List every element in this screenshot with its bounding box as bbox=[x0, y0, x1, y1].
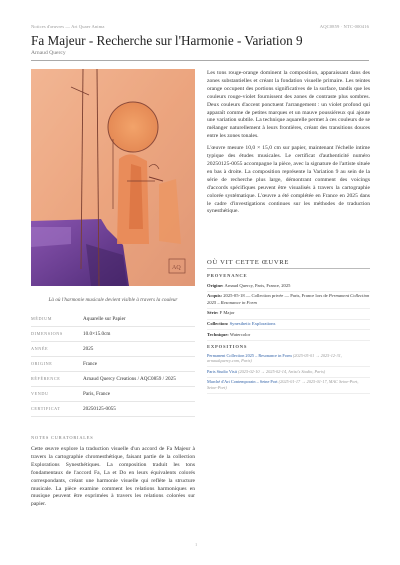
meta-key: CERTIFICAT bbox=[31, 406, 61, 411]
exhibition-detail: (2025-02-10 → 2025-02-14, Artist's Studio, Paris) bbox=[238, 368, 326, 374]
serie-label: Série: bbox=[207, 310, 219, 316]
exhibition-link[interactable]: Marché d'Art Contemporain – Seine Port bbox=[207, 379, 278, 385]
technique-label: Technique: bbox=[207, 331, 229, 337]
where-divider bbox=[207, 268, 370, 269]
provenance-origin bbox=[207, 281, 370, 292]
origin-label: Origine: bbox=[207, 282, 224, 288]
curatorial-notes-heading: NOTES CURATORIALES bbox=[31, 435, 94, 440]
exhibition-link[interactable]: Permanent Collection 2025 – Resonance in Form bbox=[207, 352, 292, 358]
collection-link[interactable]: Synesthetic Explorations bbox=[229, 321, 276, 327]
metadata-table bbox=[31, 312, 195, 417]
exhibition-item bbox=[207, 367, 370, 378]
serie-value: F Major bbox=[219, 310, 235, 316]
meta-row-year bbox=[31, 342, 195, 357]
exhibition-detail: (2025-01-17 → 2025-01-17, MAC Seine-Port, Seine-Port) bbox=[207, 379, 359, 390]
provenance-collection bbox=[207, 320, 370, 331]
meta-key: DIMENSIONS bbox=[31, 331, 63, 336]
meta-value: Arnaud Quercy Creations / AQC0859 / 2025 bbox=[83, 376, 176, 382]
page-number: 1 bbox=[195, 542, 198, 547]
acquired-value: 2025-05-18 — Collection privée — Paris, France bbox=[223, 293, 315, 299]
reference-code: AQC0859 · NTC-000416 bbox=[319, 24, 369, 29]
acquired-from-label: lors de bbox=[315, 293, 328, 299]
collection-label: Collection: bbox=[207, 321, 229, 327]
meta-value: 20250125-0055 bbox=[83, 406, 116, 412]
top-bar bbox=[31, 24, 369, 32]
meta-row-origin bbox=[31, 357, 195, 372]
meta-row-certificate bbox=[31, 402, 195, 417]
breadcrumb[interactable]: Notices d'œuvres — Art Quaer Anima bbox=[31, 24, 105, 29]
artwork-image bbox=[31, 69, 195, 286]
exhibitions-heading: EXPOSITIONS bbox=[207, 344, 248, 349]
meta-key: ANNÉE bbox=[31, 346, 49, 351]
exhibition-item bbox=[207, 351, 370, 367]
exhibitions-list bbox=[207, 351, 370, 394]
provenance-serie bbox=[207, 309, 370, 320]
artist-name: Arnaud Quercy bbox=[31, 50, 66, 56]
meta-value: Aquarelle sur Papier bbox=[83, 316, 126, 322]
provenance-technique bbox=[207, 330, 370, 341]
meta-value: Paris, France bbox=[83, 391, 111, 397]
provenance-acquired bbox=[207, 292, 370, 309]
curatorial-notes-text: Cette œuvre explore la traduction visuelle d'un accord de Fa Majeur à travers la cartographie chromesthétique, faisant partie de la collection Explorations Synesthétiques. La composition traduit les tons fondamentaux de l'accord Fa, La et Do en leurs équivalents colorés correspondants, créant une harmonie visuelle qui reflète la structure musicale. La pièce examine comment les relations harmoniques en musique peuvent être exprimées à travers les relations colorées sur papier. bbox=[31, 446, 195, 508]
where-heading: OÙ VIT CETTE ŒUVRE bbox=[207, 259, 290, 266]
meta-value: 10.0×15.0cm bbox=[83, 331, 111, 337]
description-paragraph: L'œuvre mesure 10,0 × 15,0 cm sur papier, maintenant l'échelle intime typique des études musicales. Le certificat d'authenticité numéro 20250125-0055 accompagne la pièce, avec la signature de l'artiste située en bas à droite. La composition représente la Variation 9 au sein de la série de recherche plus large, démontrant comment des voicings d'accords spécifiques peuvent être visualisés à travers la cartographie colorée systématique. L'œuvre a été complétée en France en 2025 dans le cadre d'investigations continues sur les méthodes de traduction synesthétique. bbox=[207, 145, 370, 215]
acquired-from-value: Permanent Collection 2025 – Resonance in Form bbox=[207, 293, 370, 305]
artwork-caption: Là où l'harmonie musicale devient visible à travers la couleur bbox=[48, 297, 178, 303]
svg-text:AQ: AQ bbox=[172, 265, 181, 271]
provenance-heading: PROVENANCE bbox=[207, 273, 248, 278]
meta-key: VENDU bbox=[31, 391, 49, 396]
artwork-painting bbox=[31, 69, 195, 286]
exhibition-detail: (2025-05-01 → 2025-12-31, arnaudquercy.com, Paris) bbox=[207, 352, 342, 364]
origin-value: Arnaud Quercy, Paris, France, 2025 bbox=[224, 282, 291, 288]
meta-row-reference bbox=[31, 372, 195, 387]
meta-row-dimensions bbox=[31, 327, 195, 342]
technique-value: Watercolor bbox=[229, 331, 251, 337]
meta-key: MÉDIUM bbox=[31, 316, 53, 321]
meta-key: RÉFÉRENCE bbox=[31, 376, 61, 381]
acquired-label: Acquis: bbox=[207, 293, 223, 299]
meta-value: France bbox=[83, 361, 98, 367]
exhibition-link[interactable]: Paris Studio Visit bbox=[207, 368, 237, 374]
meta-value: 2025 bbox=[83, 346, 94, 352]
provenance-list bbox=[207, 281, 370, 341]
meta-key: ORIGINE bbox=[31, 361, 53, 366]
exhibition-item bbox=[207, 378, 370, 394]
meta-row-medium bbox=[31, 312, 195, 327]
meta-row-sold bbox=[31, 387, 195, 402]
description-column bbox=[207, 70, 370, 220]
description-paragraph: Les tons rouge-orange dominent la composition, apparaissant dans des zones substantielles et créant la fondation visuelle primaire. Les teintes orange occupent des portions significatives de la surface, tandis que les couleurs rouge-violet fournissent des zones de contraste plus sombres. Deux couleurs d'accent ponctuent l'arrangement : un violet profond qui apparaît comme de petites marques et un mauve poussiéreux qui ajoute une variation subtile. La technique aquarelle permet à ces couleurs de se mélanger naturellement à leurs frontières, créant des transitions douces entre les zones tonales. bbox=[207, 70, 370, 140]
page-title: Fa Majeur - Recherche sur l'Harmonie - Variation 9 bbox=[31, 33, 303, 48]
title-divider bbox=[31, 60, 369, 61]
